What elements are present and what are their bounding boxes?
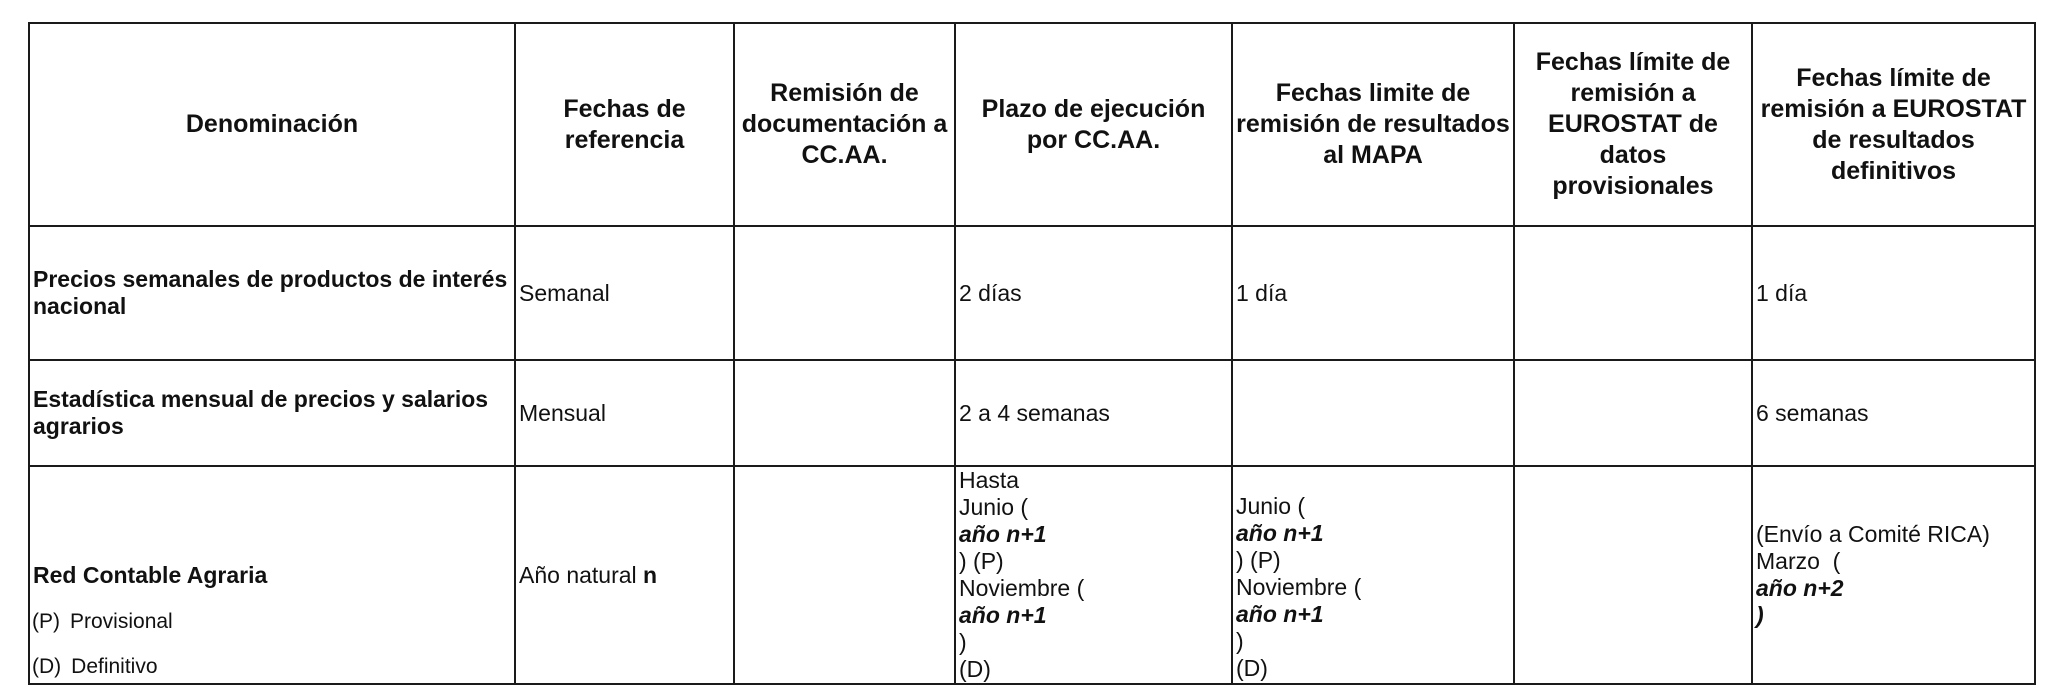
- schedule-table: [28, 22, 2036, 685]
- row-eurostat-def: [1752, 466, 2035, 684]
- table-row: [29, 466, 2035, 684]
- row-reference: [515, 466, 734, 684]
- row-eurostat-def: 6 semanas: [1752, 360, 2035, 466]
- execution-line: [959, 494, 1228, 575]
- row-execution: 2 a 4 semanas: [955, 360, 1232, 466]
- table-row: [29, 226, 2035, 360]
- text-segment: ) (P): [1236, 546, 1281, 573]
- execution-line: [959, 575, 1228, 656]
- header-eurostat-provisionales: Fechas límite de remisión a EUROSTAT de datos provisionales: [1514, 23, 1752, 226]
- row-mapa: [1232, 360, 1514, 466]
- row-reference: Semanal: [515, 226, 734, 360]
- execution-line: Hasta: [959, 467, 1020, 493]
- row-eurostat-prov: [1514, 226, 1752, 360]
- reference-year-variable: n: [643, 561, 658, 588]
- text-segment: ): [1236, 627, 1244, 654]
- mapa-line: [1236, 574, 1510, 655]
- eurostat-def-line: [1756, 548, 2031, 629]
- text-segment: Junio (: [1236, 492, 1306, 519]
- row-documentation: [734, 466, 955, 684]
- row-execution: 2 días: [955, 226, 1232, 360]
- legend-definitivo: [32, 655, 158, 679]
- header-denominacion: Denominación: [29, 23, 515, 226]
- legend-text: Provisional: [70, 610, 173, 633]
- text-segment: ): [959, 629, 967, 655]
- row-reference: Mensual: [515, 360, 734, 466]
- text-segment: Junio (: [959, 494, 1029, 520]
- header-fechas-referencia: Fechas de referencia: [515, 23, 734, 226]
- mapa-line: (D): [1236, 654, 1268, 681]
- header-remision-mapa: Fechas limite de remisión de resultados al MAPA: [1232, 23, 1514, 226]
- legend-code: (P): [32, 610, 60, 633]
- year-variable: año n+1: [1236, 600, 1324, 627]
- legend-text: Definitivo: [71, 655, 158, 678]
- row-name: Precios semanales de productos de interés nacional: [29, 226, 515, 360]
- row-mapa: 1 día: [1232, 226, 1514, 360]
- row-eurostat-prov: [1514, 466, 1752, 684]
- row-documentation: [734, 226, 955, 360]
- year-variable: año n+1: [959, 602, 1047, 628]
- row-name: Estadística mensual de precios y salarios agrarios: [29, 360, 515, 466]
- row-name: Red Contable Agraria: [29, 466, 515, 684]
- year-variable: año n+1: [1236, 519, 1324, 546]
- eurostat-def-line: (Envío a Comité RICA): [1756, 521, 1990, 547]
- text-segment: Marzo (: [1756, 548, 1841, 574]
- text-segment: ): [1756, 602, 1764, 628]
- header-row: [29, 23, 2035, 226]
- text-segment: Noviembre (: [1236, 573, 1362, 600]
- text-segment: Noviembre (: [959, 575, 1085, 601]
- row-execution: [955, 466, 1232, 684]
- reference-prefix: Año natural: [519, 561, 637, 588]
- legend-code: (D): [32, 655, 62, 678]
- row-documentation: [734, 360, 955, 466]
- row-eurostat-def: 1 día: [1752, 226, 2035, 360]
- mapa-line: [1236, 493, 1510, 574]
- legend-provisional: [32, 610, 173, 634]
- header-eurostat-definitivos: Fechas límite de remisión a EUROSTAT de resultados definitivos: [1752, 23, 2035, 226]
- table-row: [29, 360, 2035, 466]
- year-variable: año n+1: [959, 521, 1047, 547]
- text-segment: ) (P): [959, 548, 1004, 574]
- header-plazo-ejecucion: Plazo de ejecución por CC.AA.: [955, 23, 1232, 226]
- header-remision-documentacion: Remisión de documentación a CC.AA.: [734, 23, 955, 226]
- execution-line: (D): [959, 656, 991, 682]
- row-mapa: [1232, 466, 1514, 684]
- year-variable: año n+2: [1756, 575, 1844, 601]
- row-eurostat-prov: [1514, 360, 1752, 466]
